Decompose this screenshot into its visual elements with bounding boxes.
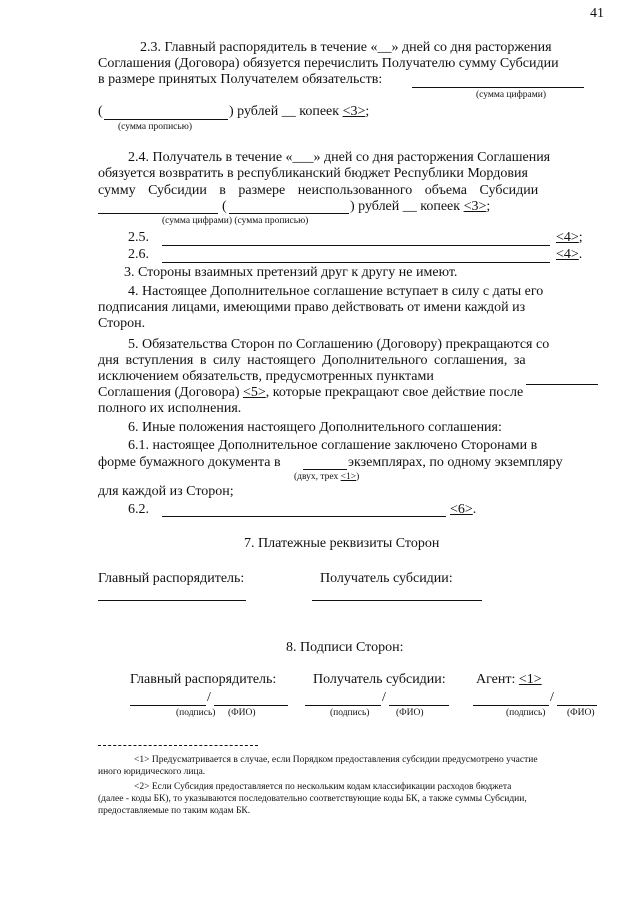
clause-6-2-end [450,502,476,518]
clause-4-line-3: Сторон. [98,316,146,331]
clause-2-3-line-3: в размере принятых Получателем обязательств: [98,72,383,87]
signature-agent-label [476,672,542,688]
clauses-blank[interactable] [526,384,598,385]
clause-6-2-number: 6.2. [128,502,149,517]
footnote-2-line-1: <2> Если Субсидия предоставляется по нескольким кодам классификации расходов бюджета [134,782,512,792]
chief-signature-blank[interactable] [130,705,206,706]
clause-2-4-line-1: 2.4. Получатель в течение «___» дней со дня расторжения Соглашения [128,150,551,165]
caption-copies-pre: (двух, трех [294,472,339,482]
recipient-fio-blank[interactable] [389,705,449,706]
payment-recipient-label: Получатель субсидии: [320,571,453,586]
return-sum-digits-blank[interactable] [98,213,218,214]
clause-2-5-end [556,230,583,246]
clause-2-5-number: 2.5. [128,230,149,245]
clause-4-line-1: 4. Настоящее Дополнительное соглашение вступает в силу с даты его [128,284,544,299]
clause-5-line-4 [98,385,523,401]
clause-2-6-blank[interactable] [162,262,550,263]
recipient-slash: / [382,690,386,705]
rubles-kopecks-text: ) рублей __ копеек [229,104,340,119]
agent-fio-caption: (ФИО) [567,708,595,718]
footnote-ref-6[interactable]: <6> [450,502,473,517]
agent-label-text: Агент: [476,672,516,687]
footnote-2-line-3: предоставляемые по таким кодам БК. [98,806,251,816]
clause-5-line-4-pre: Соглашения (Договора) [98,385,240,400]
chief-fio-caption: (ФИО) [228,708,256,718]
clause-6-line-1: 6. Иные положения настоящего Дополнительного соглашения: [128,420,502,435]
agent-fio-blank[interactable] [557,705,597,706]
rubles-kopecks-text-2-4: ) рублей __ копеек [350,199,461,214]
caption-sum-digits: (сумма цифрами) [476,90,546,100]
chief-fio-blank[interactable] [214,705,288,706]
footnote-ref-4[interactable]: <4> [556,230,579,245]
clause-6-1-line-2a: форме бумажного документа в [98,455,281,470]
recipient-sig-caption: (подпись) [330,708,370,718]
paren-open-2-4: ( [222,199,227,214]
signature-recipient-label: Получатель субсидии: [313,672,446,687]
clause-2-4-line-2: обязуется возвратить в республиканский бюджет Республики Мордовия [98,166,528,181]
semicolon: ; [365,104,370,119]
payment-chief-label: Главный распорядитель: [98,571,245,586]
section-8-title: 8. Подписи Сторон: [286,640,404,655]
clause-2-4-line-4 [350,199,490,215]
clause-3: 3. Стороны взаимных претензий друг к другу не имеют. [124,265,458,280]
footnote-ref-3-b[interactable]: <3> [463,199,487,214]
clause-4-line-2: подписания лицами, имеющими право действовать от имени каждой из [98,300,526,315]
clause-2-3-line-2: Соглашения (Договора) обязуется перечислить Получателю сумму Субсидии [98,56,559,71]
clause-2-6-end [556,247,582,263]
clause-2-4-line-3: сумму Субсидии в размере неиспользованного объема Субсидии [98,183,539,198]
clause-6-1-line-2b: экземплярах, по одному экземпляру [348,455,563,470]
footnote-1-line-2: иного юридического лица. [98,767,206,777]
agent-sig-caption: (подпись) [506,708,546,718]
clause-5-line-1: 5. Обязательства Сторон по Соглашению (Договору) прекращаются со [128,337,550,352]
footnote-2-line-2: (далее - коды БК), то указываются последовательно соответствующие коды БК, а также суммы Субсидии, [98,794,527,804]
clause-6-1-line-3: для каждой из Сторон; [98,484,234,499]
signature-chief-label: Главный распорядитель: [130,672,277,687]
payment-recipient-blank[interactable] [312,600,482,601]
footnote-ref-5[interactable]: <5> [242,385,266,400]
semicolon-2-4: ; [486,199,491,214]
clause-2-6-number: 2.6. [128,247,149,262]
section-7-title: 7. Платежные реквизиты Сторон [244,536,440,551]
recipient-fio-caption: (ФИО) [396,708,424,718]
caption-copies-post: ) [356,472,360,482]
footnote-ref-1-b[interactable]: <1> [518,672,542,687]
clause-6-2-blank[interactable] [162,516,446,517]
footnote-1-line-1: <1> Предусматривается в случае, если Порядком предоставления субсидии предусмотрено участие [134,755,538,765]
chief-slash: / [207,690,211,705]
footnote-ref-4-b[interactable]: <4> [556,247,579,262]
clause-2-3-line-1: 2.3. Главный распорядитель в течение «__» дней со дня расторжения [140,40,552,55]
footnote-ref-1[interactable]: <1> [340,472,357,482]
clause-5-line-3: исключением обязательств, предусмотренных пунктами [98,369,434,384]
clause-2-3-line-4 [229,104,369,120]
clause-5-line-2: дня вступления в силу настоящего Дополнительного соглашения, за [98,353,526,368]
caption-sum-words: (сумма прописью) [118,122,192,132]
clause-2-6-punct: . [578,247,583,262]
paren-open: ( [98,104,103,119]
agent-slash: / [550,690,554,705]
footnote-separator [98,745,258,746]
caption-copies [294,472,359,483]
sum-digits-blank[interactable] [412,87,584,88]
return-sum-words-blank[interactable] [229,213,349,214]
payment-chief-blank[interactable] [98,600,246,601]
clause-2-5-blank[interactable] [162,245,550,246]
clause-5-line-4-post: , которые прекращают свое действие после [265,385,524,400]
copies-count-blank[interactable] [303,469,347,470]
clause-6-2-punct: . [472,502,477,517]
chief-sig-caption: (подпись) [176,708,216,718]
page-number: 41 [590,6,604,21]
sum-words-blank[interactable] [104,119,228,120]
recipient-signature-blank[interactable] [305,705,381,706]
clause-2-5-punct: ; [578,230,583,245]
agent-signature-blank[interactable] [473,705,549,706]
clause-5-line-5: полного их исполнения. [98,401,242,416]
caption-sum-digits-words: (сумма цифрами) (сумма прописью) [162,216,309,226]
clause-6-1-line-1: 6.1. настоящее Дополнительное соглашение заключено Сторонами в [128,438,538,453]
footnote-ref-3[interactable]: <3> [342,104,366,119]
